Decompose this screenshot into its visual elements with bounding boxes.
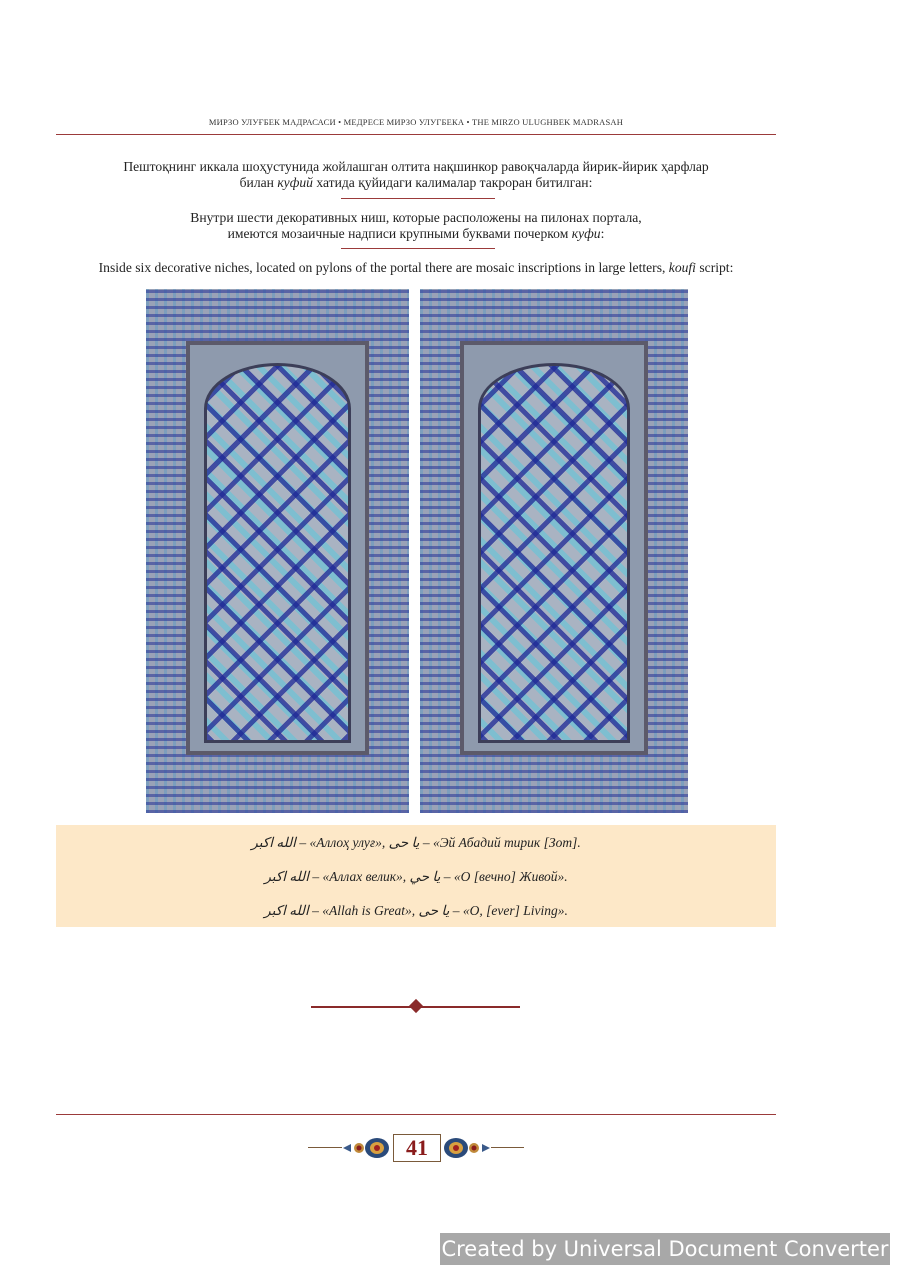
uzbek-paragraph xyxy=(56,159,776,191)
kufic-mosaic-arch xyxy=(204,363,351,743)
floral-ornament-right-icon xyxy=(440,1136,492,1160)
kufic-term-uz: куфий xyxy=(277,175,313,190)
ornament-line-right xyxy=(421,1006,520,1008)
niche-photo-left xyxy=(146,289,409,813)
caption-box xyxy=(56,825,776,927)
niche-frame xyxy=(460,341,648,755)
separator-rule-1 xyxy=(341,198,495,199)
uzbek-line-2: билан куфий хатида қуйидаги калималар такроран битилган: xyxy=(239,175,593,190)
diamond-ornament-icon xyxy=(409,999,423,1013)
ornament-line-left xyxy=(311,1006,411,1008)
russian-line-2: имеются мозаичные надписи крупными буквами почерком куфи: xyxy=(227,226,605,241)
kufic-mosaic-arch xyxy=(478,363,630,743)
separator-rule-2 xyxy=(341,248,495,249)
running-header: МИРЗО УЛУҒБЕК МАДРАСАСИ • МЕДРЕСЕ МИРЗО УЛУГБЕКА • THE MIRZO ULUGHBEK MADRASAH xyxy=(208,117,624,127)
folio-line-left xyxy=(308,1147,342,1148)
russian-paragraph xyxy=(56,210,776,242)
uzbek-line-1: Пештоқнинг иккала шоҳустунида жойлашган олтита нақшинкор равоқчаларда йирик-йирик ҳарфлар xyxy=(123,159,709,174)
page-number: 41 xyxy=(393,1134,441,1162)
kufic-term-ru: куфи xyxy=(571,226,601,241)
caption-english: الله اكبر – «Allah is Great», يا حى – «O, [ever] Living». xyxy=(264,903,568,918)
english-paragraph: Inside six decorative niches, located on pylons of the portal there are mosaic inscriptions in large letters, koufi script: xyxy=(98,260,734,275)
russian-line-1: Внутри шести декоративных ниш, которые расположены на пилонах портала, xyxy=(190,210,642,225)
converter-watermark: Created by Universal Document Converter xyxy=(440,1233,890,1265)
folio-line-right xyxy=(491,1147,524,1148)
niche-frame xyxy=(186,341,369,755)
footer-rule xyxy=(56,1114,776,1115)
kufic-term-en: koufi xyxy=(668,260,696,275)
caption-russian: الله اكبر – «Аллах велик», يا حي – «О [вечно] Живой». xyxy=(264,869,568,884)
floral-ornament-left-icon xyxy=(341,1136,393,1160)
header-rule xyxy=(56,134,776,135)
folio xyxy=(308,1134,524,1162)
niche-photo-right xyxy=(420,289,688,813)
caption-uzbek: الله اكبر – «Аллоҳ улуғ», يا حى – «Эй Абадий тирик [Зот]. xyxy=(251,835,581,850)
